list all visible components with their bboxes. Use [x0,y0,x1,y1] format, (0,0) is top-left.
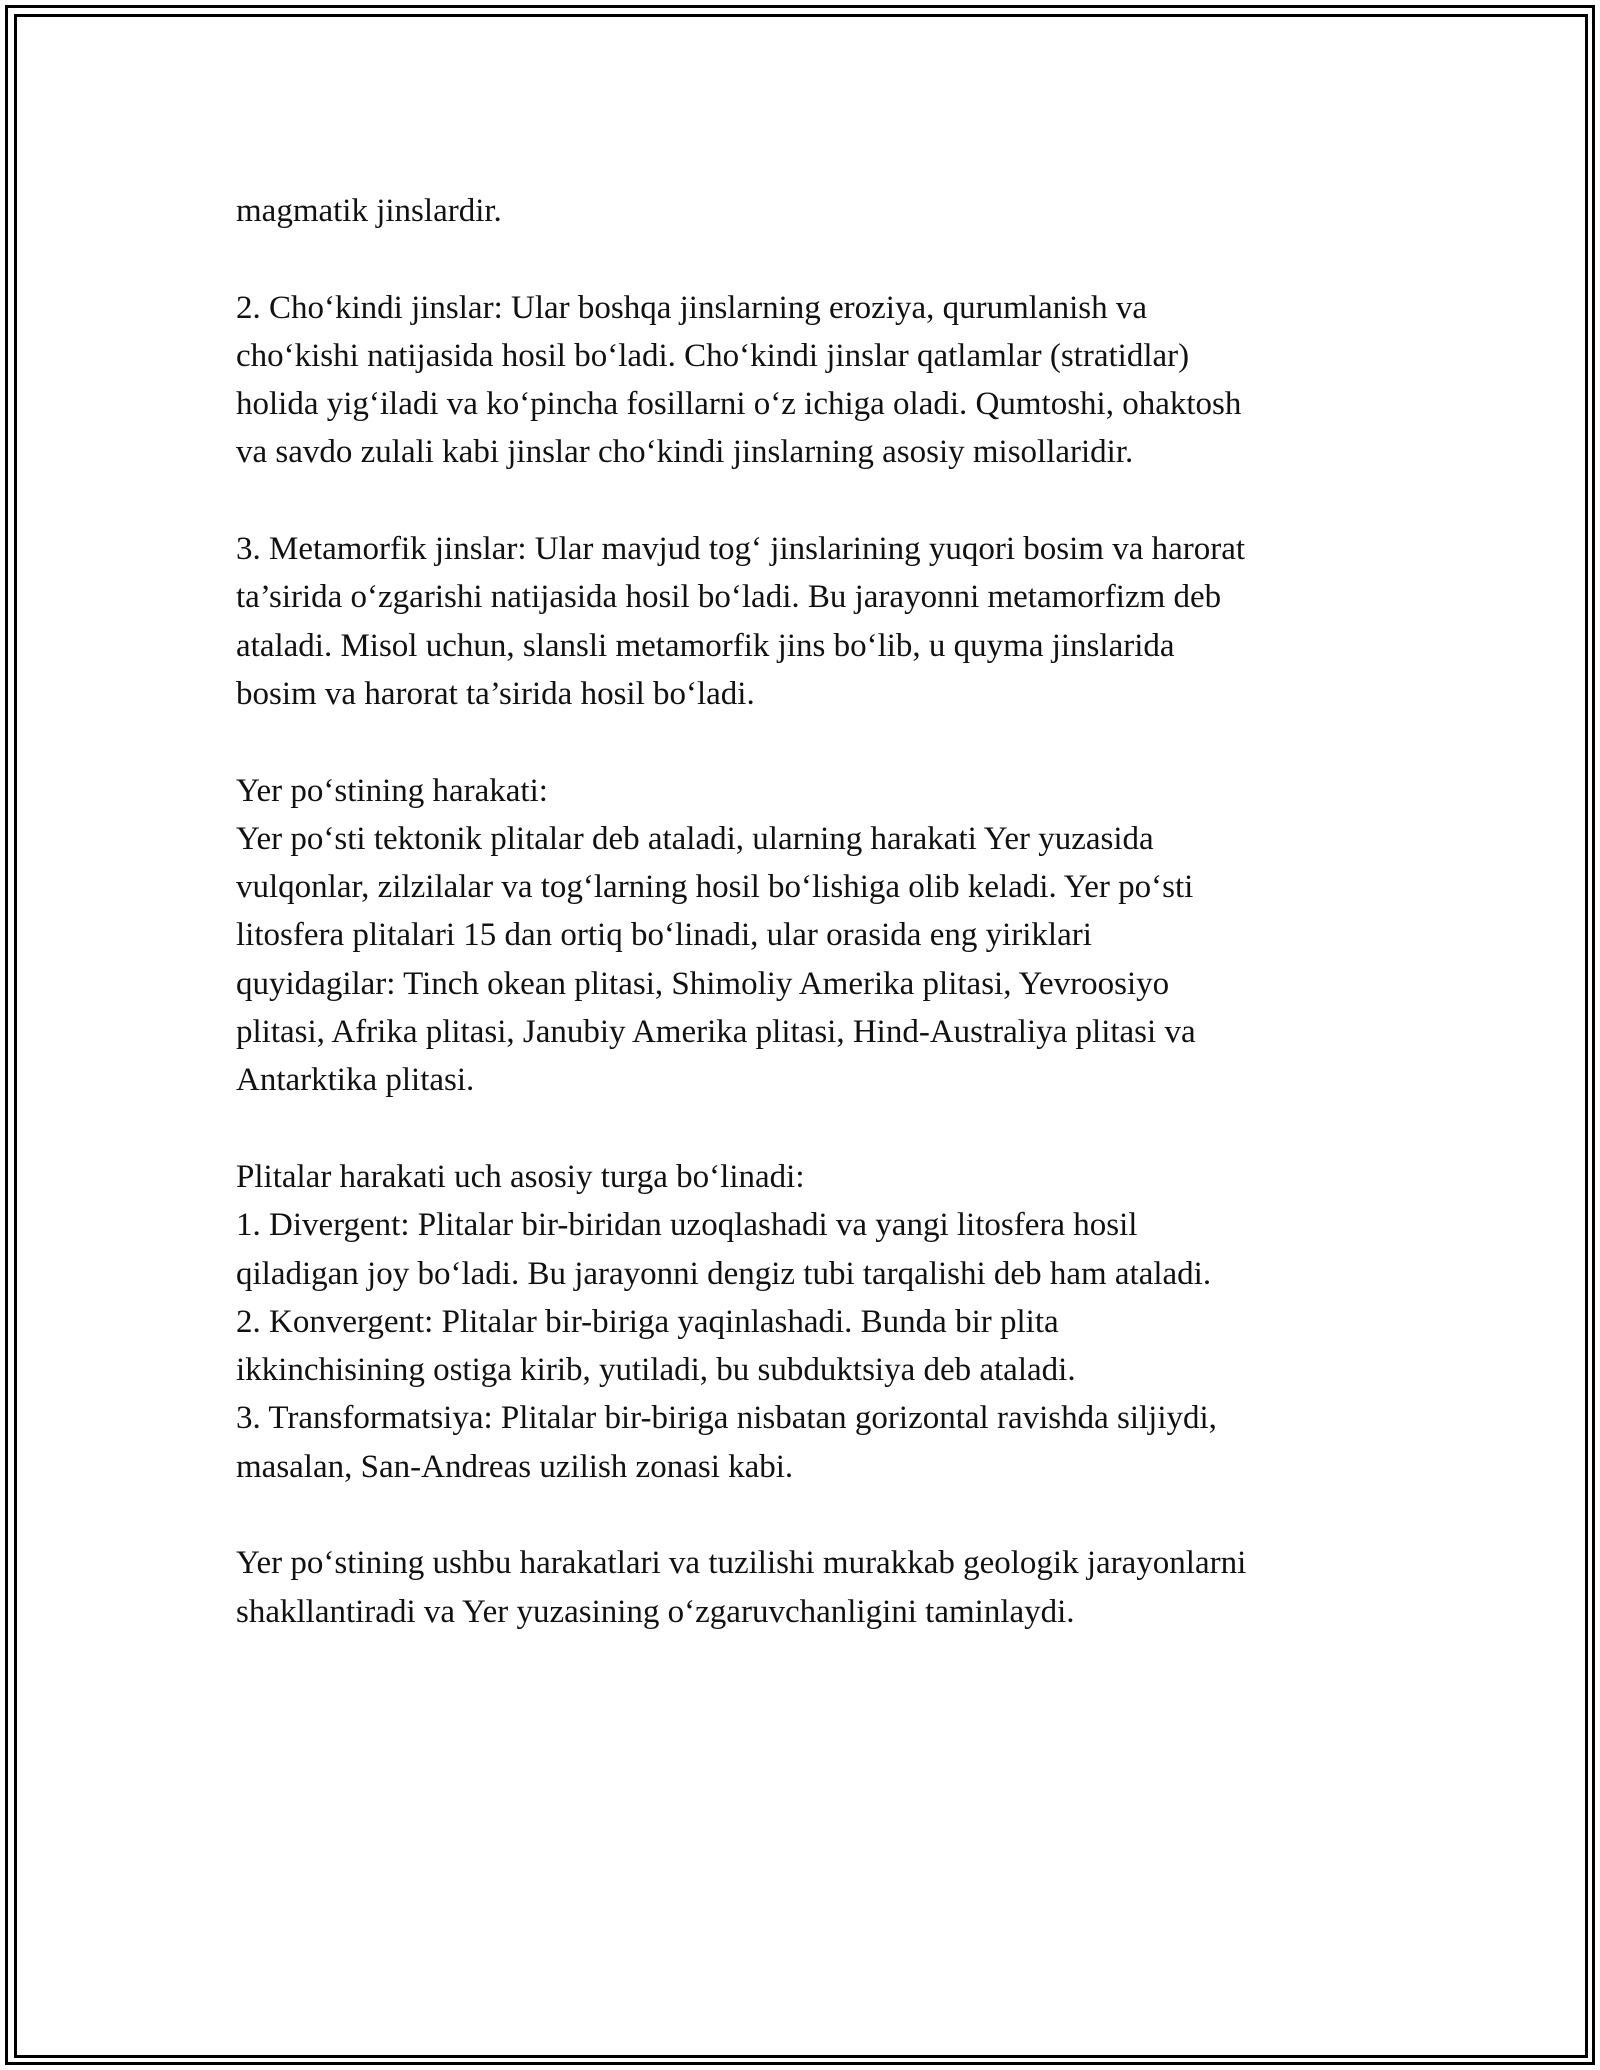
text-line: shakllantiradi va Yer yuzasining o‘zgaruvchanligini taminlaydi. [236,1593,1075,1630]
text-line: plitasi, Afrika plitasi, Janubiy Amerika plitasi, Hind-Australiya plitasi va [236,1014,1196,1051]
section-heading: Yer po‘stining harakati: [236,772,548,809]
text-line: Antarktika plitasi. [236,1062,475,1099]
text-line: litosfera plitalari 15 dan ortiq bo‘linadi, ular orasida eng yiriklari [236,917,1092,954]
text-line: magmatik jinslardir. [236,193,502,229]
text-line: va savdo zulali kabi jinslar cho‘kindi jinslarning asosiy misollaridir. [236,434,1134,471]
text-line: ataladi. Misol uchun, slansli metamorfik jins bo‘lib, u quyma jinslarida [236,627,1175,664]
paragraph-metamorphic-rocks [236,525,1396,718]
section-heading: Plitalar harakati uch asosiy turga bo‘linadi: [236,1158,805,1195]
text-line: ikkinchisining ostiga kirib, yutiladi, bu subduktsiya deb ataladi. [236,1352,1076,1389]
text-line: Yer po‘sti tektonik plitalar deb ataladi, ularning harakati Yer yuzasida [236,820,1154,857]
text-line: Yer po‘stining ushbu harakatlari va tuzilishi murakkab geologik jarayonlarni [236,1545,1247,1582]
text-line: cho‘kishi natijasida hosil bo‘ladi. Cho‘kindi jinslar qatlamlar (stratidlar) [236,337,1190,374]
text-line: bosim va harorat ta’sirida hosil bo‘ladi. [236,675,755,712]
paragraph-sedimentary-rocks [236,284,1396,477]
text-line: quyidagilar: Tinch okean plitasi, Shimoliy Amerika plitasi, Yevroosiyo [236,965,1170,1002]
paragraph-conclusion [236,1539,1396,1636]
text-line: 3. Metamorfik jinslar: Ular mavjud tog‘ jinslarining yuqori bosim va harorat [236,531,1246,568]
text-line: qiladigan joy bo‘ladi. Bu jarayonni dengiz tubi tarqalishi deb ham ataladi. [236,1255,1212,1292]
text-line: 2. Cho‘kindi jinslar: Ular boshqa jinslarning eroziya, qurumlanish va [236,289,1147,326]
text-line: ta’sirida o‘zgarishi natijasida hosil bo‘ladi. Bu jarayonni metamorfizm deb [236,579,1222,616]
list-item: 1. Divergent: Plitalar bir-biridan uzoqlashadi va yangi litosfera hosil [236,1207,1138,1244]
paragraph-crust-movement [236,767,1396,1105]
paragraph-plate-movement-types [236,1153,1396,1491]
text-line: masalan, San-Andreas uzilish zonasi kabi. [236,1448,794,1485]
text-line: vulqonlar, zilzilalar va tog‘larning hosil bo‘lishiga olib keladi. Yer po‘sti [236,869,1194,906]
paragraph-magmatic-end [236,187,1396,235]
list-item: 3. Transformatsiya: Plitalar bir-biriga nisbatan gorizontal ravishda siljiydi, [236,1400,1217,1437]
document-body [236,187,1396,1684]
text-line: holida yig‘iladi va ko‘pincha fosillarni o‘z ichiga oladi. Qumtoshi, ohaktosh [236,386,1242,423]
list-item: 2. Konvergent: Plitalar bir-biriga yaqinlashadi. Bunda bir plita [236,1303,1059,1340]
